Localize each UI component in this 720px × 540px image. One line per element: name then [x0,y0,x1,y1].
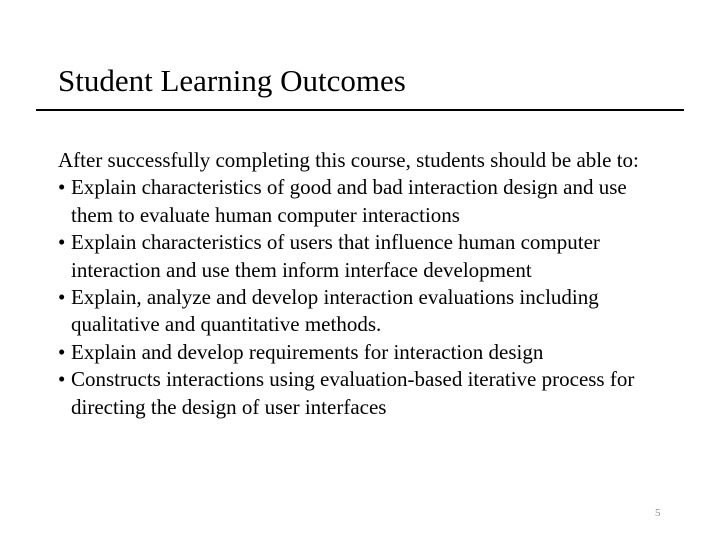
outcome-item [58,284,668,339]
outcomes-list [58,174,668,421]
bullet-icon: • [58,230,66,255]
bullet-icon: • [58,175,66,200]
outcome-item [58,339,668,366]
outcome-text: Explain characteristics of good and bad interaction design and use them to evaluate human computer interactions [71,175,627,227]
outcome-text: Explain and develop requirements for interaction design [71,339,544,364]
bullet-icon: • [58,339,66,364]
outcome-item [58,366,668,421]
page-number: 5 [655,507,661,519]
outcome-text: Explain, analyze and develop interaction evaluations including qualitative and quantitative methods. [71,285,599,337]
outcome-item [58,229,668,284]
outcome-text: Explain characteristics of users that influence human computer interaction and use them inform interface development [71,230,600,282]
title-divider [36,109,684,111]
bullet-icon: • [58,367,66,392]
outcome-text: Constructs interactions using evaluation-based iterative process for directing the design of user interfaces [71,367,635,419]
intro-text: After successfully completing this course, students should be able to: [58,148,639,172]
outcome-item [58,174,668,229]
slide-content [58,147,668,421]
slide-title: Student Learning Outcomes [58,63,406,98]
bullet-icon: • [58,285,66,310]
